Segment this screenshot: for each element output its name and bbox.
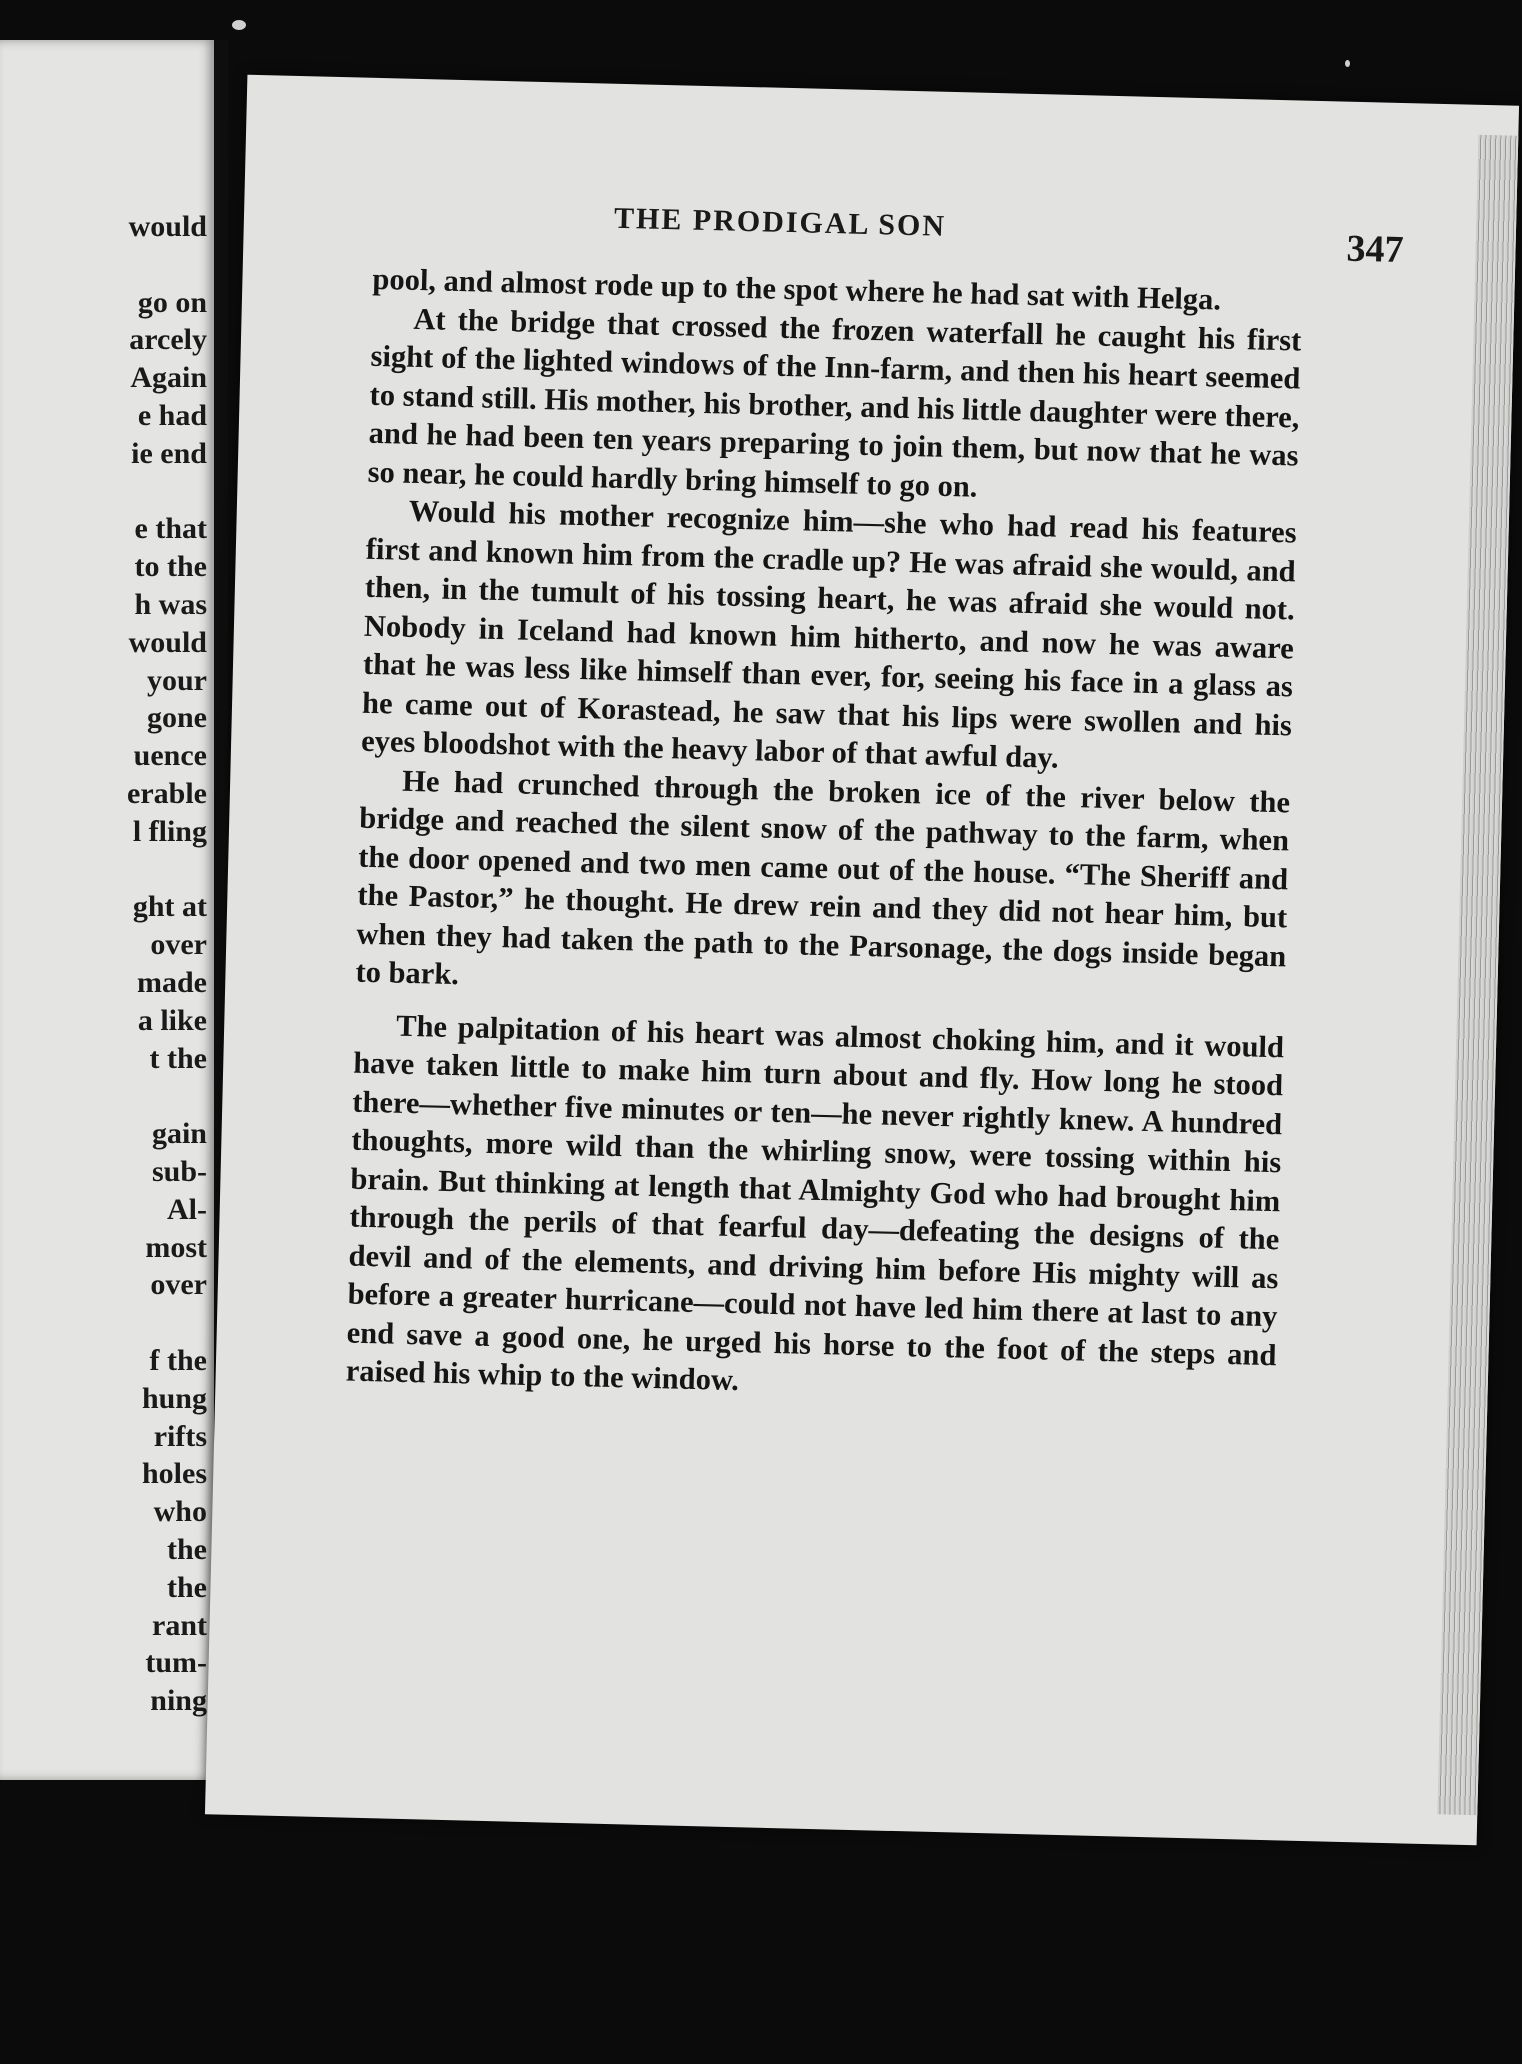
left-page-line: f the: [149, 1344, 207, 1377]
left-page-line: rant: [152, 1608, 207, 1642]
left-page-line: sub-: [151, 1155, 207, 1188]
left-page-line: ning: [150, 1684, 207, 1718]
left-page-line: Al-: [167, 1192, 207, 1226]
left-page-line: to the: [134, 550, 207, 584]
page-number: 347: [1346, 227, 1405, 272]
left-page-line: gone: [147, 701, 207, 735]
dust-speck: [232, 20, 246, 30]
left-page-line: the: [167, 1570, 207, 1604]
left-page-line: hung: [141, 1381, 207, 1415]
left-page-line: rifts: [153, 1419, 207, 1453]
left-page-line: would: [128, 625, 207, 659]
left-page-line: your: [147, 663, 207, 697]
paragraph-1: pool, and almost rode up to the spot where he had sat with Helga.: [372, 261, 1222, 317]
left-page-line: made: [137, 966, 207, 999]
left-page-line: erable: [127, 777, 207, 810]
left-page: [0, 40, 215, 1780]
paragraph-4: He had crunched through the broken ice of the river below the bridge and reached the silent snow of the pathway to the farm, when the door opened and two men came out of the house. “The Sheriff and the Pastor,” he thought. He drew rein and they did not hear him, but when they had taken the path to the Parsonage, the dogs inside began to bark.: [355, 763, 1291, 992]
left-page-line: arcely: [129, 323, 207, 357]
page-edge: [1437, 135, 1518, 1815]
left-page-line: over: [150, 928, 207, 962]
dust-speck: [1345, 60, 1350, 67]
right-page: [205, 75, 1519, 1846]
left-page-line: ie end: [131, 436, 207, 470]
left-page-line: e that: [134, 512, 207, 546]
left-page-line: would: [128, 210, 207, 243]
left-page-line: e had: [137, 399, 207, 432]
left-page-line: uence: [133, 739, 207, 773]
paragraph-3: Would his mother recognize him—she who had read his features first and known him from the cradle up? He was afraid she would, and then, in the tumult of his tossing heart, he was afraid she would not. Nobody in Iceland had known him hitherto, and now he was aware that he was less like himself than ever, for, seeing his face in a glass as he came out of Korastead, he saw that his lips were swollen and his eyes bloodshot with the heavy labor of that awful day.: [360, 493, 1297, 775]
paragraph-5: The palpitation of his heart was almost choking him, and it would have taken little to make him turn about and fly. How long he stood there—whether five minutes or ten—he never rightly knew. A hundred thoughts, more wild than the whirling snow, were tossing within his brain. But thinking at length that Almighty God who had brought him through the perils of that fearful day—defeating the designs of the devil and of the elements, and driving him before His mighty will as before a greater hurricane—could not have led him there at last to any end save a good one, he urged his horse to the foot of the steps and raised his whip to the window.: [345, 1008, 1285, 1398]
left-page-line: t the: [149, 1041, 207, 1075]
left-page-line: tum-: [145, 1646, 207, 1680]
left-page-line: who: [153, 1495, 207, 1529]
left-page-line: Again: [130, 361, 207, 395]
left-page-line: gain: [151, 1117, 207, 1151]
body-text: [345, 260, 1302, 1413]
left-page-line: the: [167, 1533, 207, 1566]
left-page-line: most: [145, 1230, 207, 1264]
left-page-line: over: [150, 1268, 207, 1302]
left-page-line: ght at: [132, 890, 207, 924]
left-page-line: h was: [134, 588, 207, 621]
left-page-line: l fling: [132, 814, 207, 848]
running-head: THE PRODIGAL SON: [613, 201, 947, 243]
left-page-line: holes: [141, 1457, 207, 1491]
left-page-line: go on: [137, 285, 207, 319]
left-page-line: a like: [137, 1003, 207, 1037]
paragraph-2: At the bridge that crossed the frozen waterfall he caught his first sight of the lighted windows of the Inn-farm, and then his heart seemed to stand still. His mother, his brother, and his little daughter were there, and he had been ten years preparing to join them, but now that he was so near, he could hardly bring himself to go on.: [367, 301, 1302, 504]
